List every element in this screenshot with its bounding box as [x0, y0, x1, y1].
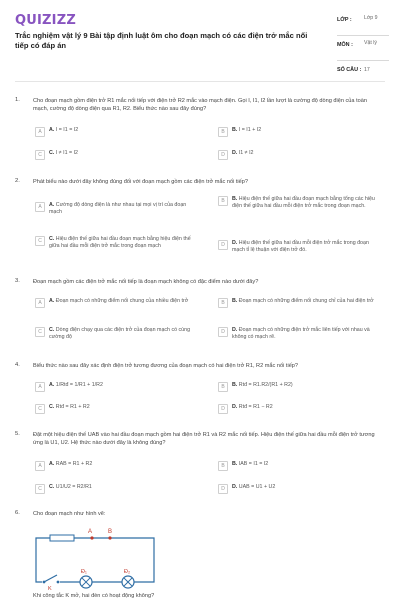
- option-letter-d: D: [218, 404, 228, 414]
- count-value: 17: [364, 67, 370, 73]
- count-label: SỐ CÂU :: [337, 67, 362, 73]
- question-text: Biểu thức nào sau đây xác định điện trở tương đương của đoạn mạch có hai điện trở R1, R2 mắc nối tiếp?: [33, 363, 299, 369]
- question-number: 5.: [15, 431, 20, 437]
- switch-contact: [57, 581, 60, 584]
- label-a: A: [88, 529, 93, 535]
- option-letter-b: B: [218, 127, 228, 137]
- circuit-wire: [36, 538, 154, 582]
- label-d1: Đ₁: [81, 569, 87, 575]
- option-letter-d: D: [218, 150, 228, 160]
- subject-label: MÔN :: [337, 42, 353, 48]
- option-text: B. Hiệu điện thế giữa hai đầu đoạn mạch bằng tổng các hiệu điện thế giữa hai đầu mỗi điện trở mắc trong đoạn mạch.: [232, 196, 375, 209]
- option-letter-d: D: [218, 327, 228, 337]
- option-text: C. Hiệu điện thế giữa hai đầu đoạn mạch bằng hiệu điện thế giữa hai đầu mỗi điện trở mắc trong đoạn mạch: [49, 236, 191, 249]
- question-number: 6.: [15, 510, 20, 516]
- option-text: B. Đoạn mạch có những điểm nối chung chỉ của hai điện trở: [232, 298, 374, 304]
- option-text: D. Đoạn mạch có những điện trở mắc liên tiếp với nhau và không có mạch rẽ.: [232, 327, 370, 340]
- class-value: Lớp 9: [364, 15, 378, 21]
- question-text: Đoạn mạch gồm các điện trở mắc nối tiếp là đoạn mạch không có đặc điểm nào dưới đây?: [33, 279, 259, 285]
- option-letter-a: A: [35, 202, 45, 212]
- option-letter-b: B: [218, 461, 228, 471]
- option-text: A. Đoạn mạch có những điểm nối chung của nhiều điện trở: [49, 298, 189, 304]
- label-k: K: [48, 586, 52, 592]
- option-text: D. Rtđ = R1 − R2: [232, 404, 273, 410]
- option-text: C. I ≠ I1 = I2: [49, 150, 78, 156]
- question-followup: Khi công tắc K mở, hai đèn có hoạt động không?: [33, 593, 155, 599]
- question-number: 2.: [15, 178, 20, 184]
- subject-value: Vật lý: [364, 40, 377, 46]
- terminal-b: [108, 536, 111, 539]
- question-number: 3.: [15, 278, 20, 284]
- option-letter-a: A: [35, 382, 45, 392]
- option-letter-c: C: [35, 327, 45, 337]
- option-text: D. UAB = U1 + U2: [232, 484, 276, 490]
- question-text: Cho đoạn mạch gồm điện trở R1 mắc nối tiếp với điện trở R2 mắc vào mạch điện. Gọi I, I1, I2 lần lượt là cường độ dòng điện của toàn mạch, cường độ dòng điện qua R1, R2. Biểu thức nào sau đây đúng?: [33, 98, 367, 112]
- option-text: A. Cường độ dòng điện là như nhau tại mọi vị trí của đoạn mạch: [49, 202, 187, 215]
- option-letter-d: D: [218, 240, 228, 250]
- terminal-a: [90, 536, 93, 539]
- option-text: B. I = I1 + I2: [232, 127, 262, 133]
- question-number: 1.: [15, 97, 20, 103]
- option-letter-c: C: [35, 404, 45, 414]
- option-text: A. 1/Rtđ = 1/R1 + 1/R2: [49, 382, 103, 388]
- meta-divider: [337, 35, 389, 36]
- option-text: D. I1 ≠ I2: [232, 150, 254, 156]
- option-letter-d: D: [218, 484, 228, 494]
- option-letter-a: A: [35, 461, 45, 471]
- option-letter-a: A: [35, 127, 45, 137]
- label-b: B: [108, 529, 113, 535]
- option-text: A. I = I1 = I2: [49, 127, 79, 133]
- option-text: A. RAB = R1 + R2: [49, 461, 93, 467]
- meta-divider: [337, 60, 389, 61]
- option-text: B. IAB = I1 = I2: [232, 461, 269, 467]
- option-text: C. U1/U2 = R2/R1: [49, 484, 92, 490]
- option-text: C. Dòng điện chạy qua các điện trở của đoạn mạch có cùng cường độ: [49, 327, 191, 340]
- circuit-diagram: [30, 526, 160, 592]
- option-letter-b: B: [218, 298, 228, 308]
- option-letter-a: A: [35, 298, 45, 308]
- option-text: B. Rtđ = R1.R2/(R1 + R2): [232, 382, 293, 388]
- question-text: Đặt một hiệu điện thế UAB vào hai đầu đoạn mạch gồm hai điện trở R1 và R2 mắc nối tiếp. Hiệu điện thế giữa hai đầu mỗi điện trở tương ứng là U1, U2. Hệ thức nào dưới đây là không đúng?: [33, 432, 375, 446]
- option-letter-c: C: [35, 484, 45, 494]
- option-letter-b: B: [218, 196, 228, 206]
- option-text: D. Hiệu điện thế giữa hai đầu mỗi điện trở mắc trong đoạn mạch tỉ lệ thuận với điện trở đó.: [232, 240, 369, 253]
- class-label: LỚP :: [337, 17, 352, 23]
- option-letter-c: C: [35, 150, 45, 160]
- worksheet-title: Trắc nghiệm vật lý 9 Bài tập định luật ôm cho đoạn mạch có các điện trở mắc nối tiếp có đáp án: [15, 31, 308, 50]
- question-number: 4.: [15, 362, 20, 368]
- option-letter-b: B: [218, 382, 228, 392]
- quizizz-logo: QUIZIZZ: [15, 13, 76, 28]
- label-d2: Đ₂: [124, 569, 131, 575]
- option-letter-c: C: [35, 236, 45, 246]
- option-text: C. Rtđ = R1 + R2: [49, 404, 90, 410]
- power-source-icon: [50, 535, 74, 541]
- question-text: Phát biểu nào dưới đây không đúng đối với đoạn mạch gồm các điện trở mắc nối tiếp?: [33, 179, 249, 185]
- header-divider: [15, 81, 385, 82]
- question-text: Cho đoạn mạch như hình vẽ:: [33, 511, 106, 517]
